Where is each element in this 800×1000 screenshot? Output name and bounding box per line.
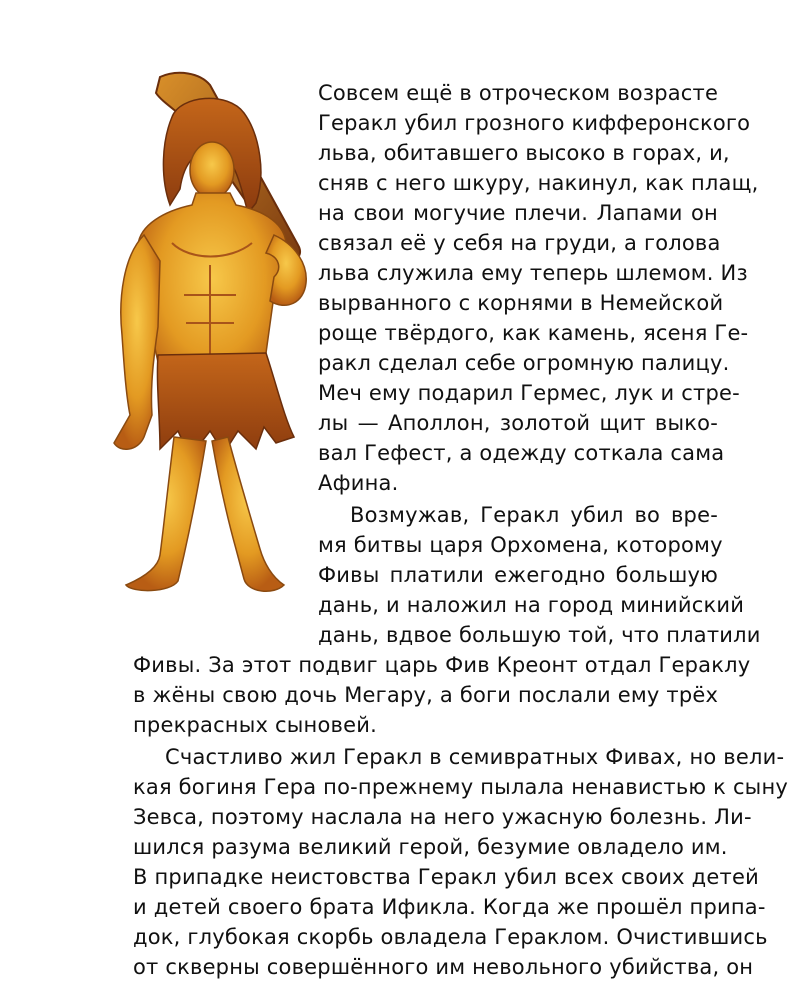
hercules-illustration — [60, 65, 325, 600]
right-leg-shape — [212, 437, 284, 591]
text-line: Афина. — [318, 471, 399, 495]
text-line: льва служила ему теперь шлемом. Из — [318, 261, 748, 285]
text-line: вырванного с корнями в Немейской — [318, 291, 724, 315]
text-line: Меч ему подарил Гермес, лук и стре- — [318, 381, 740, 405]
text-line: Возмужав, Геракл убил во вре- — [350, 503, 718, 527]
text-line: на свои могучие плечи. Лапами он — [318, 201, 718, 225]
text-line: док, глубокая скорбь овладела Гераклом. Очистившись — [133, 925, 768, 949]
text-line: Геракл убил грозного кифферонского — [318, 111, 751, 135]
left-arm-shape — [114, 235, 160, 449]
text-line: дань, и наложил на город минийский — [318, 593, 745, 617]
text-line: Зевса, поэтому наслала на него ужасную болезнь. Ли- — [133, 805, 752, 829]
text-line: сняв с него шкуру, накинул, как плащ, — [318, 171, 759, 195]
text-line: вал Гефест, а одежду соткала сама — [318, 441, 725, 465]
text-line: кая богиня Гера по-прежнему пылала ненавистью к сыну — [133, 775, 789, 799]
text-line: связал её у себя на груди, а голова — [318, 231, 721, 255]
text-line: прекрасных сыновей. — [133, 713, 377, 737]
text-line: льва, обитавшего высоко в горах, и, — [318, 141, 730, 165]
text-line: Фивы платили ежегодно большую — [318, 563, 718, 587]
text-line: Счастливо жил Геракл в семивратных Фивах, но вели- — [165, 745, 785, 769]
left-leg-shape — [126, 437, 206, 591]
text-line: лы — Аполлон, золотой щит выко- — [318, 411, 718, 435]
text-line: роще твёрдого, как камень, ясеня Ге- — [318, 321, 749, 345]
text-line: дань, вдвое большую той, что платили — [318, 623, 761, 647]
text-line: Совсем ещё в отроческом возрасте — [318, 81, 719, 105]
text-line: В припадке неистовства Геракл убил всех своих детей — [133, 865, 759, 889]
text-line: от скверны совершённого им невольного убийства, он — [133, 955, 754, 979]
text-line: в жёны свою дочь Мегару, а боги послали ему трёх — [133, 683, 719, 707]
head-shape — [190, 142, 234, 198]
text-line: шился разума великий герой, безумие овладело им. — [133, 835, 728, 859]
text-line: мя битвы царя Орхомена, которому — [318, 533, 723, 557]
text-line: Фивы. За этот подвиг царь Фив Креонт отдал Гераклу — [133, 653, 751, 677]
text-line: и детей своего брата Ификла. Когда же прошёл припа- — [133, 895, 766, 919]
text-line: ракл сделал себе огромную палицу. — [318, 351, 730, 375]
